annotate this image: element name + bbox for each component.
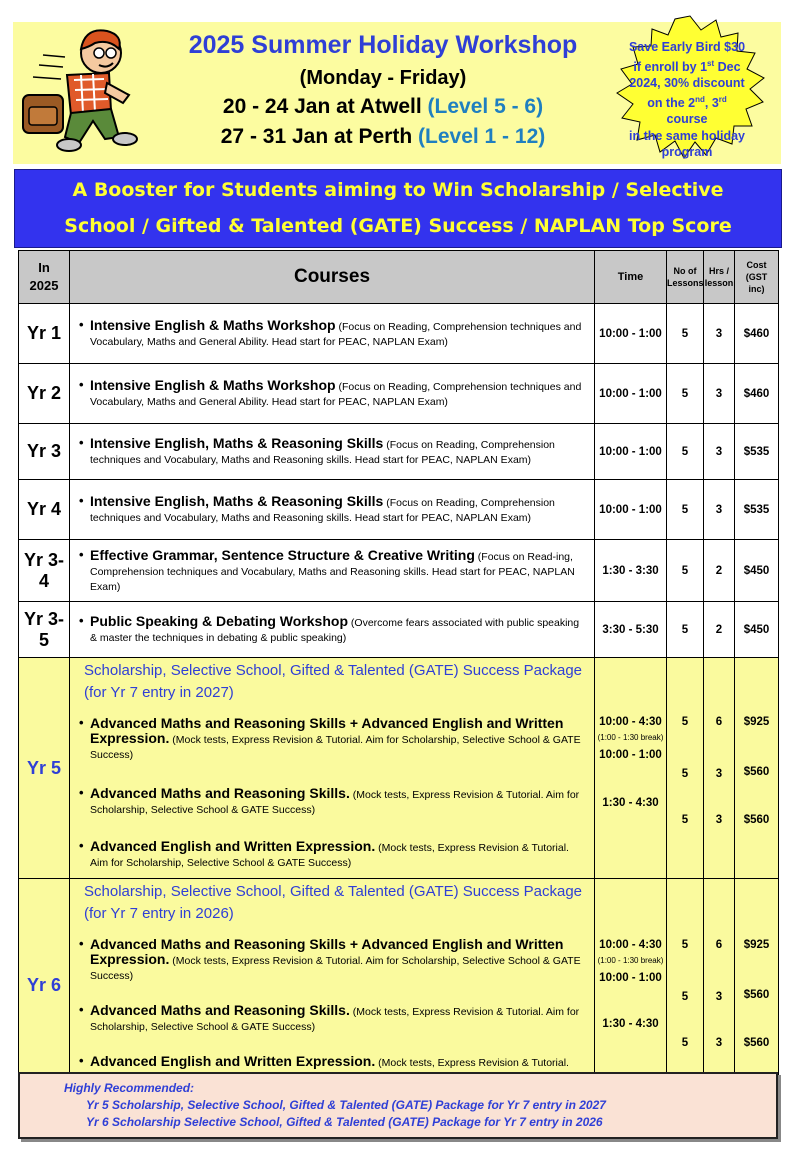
course-hours: 3 xyxy=(704,304,735,364)
course-time: 10:00 - 1:00 xyxy=(595,304,667,364)
course-desc: (Focus on Reading, Comprehension techniques and Vocabulary, Maths and General Ability. Head start for PEAC, NAPLAN Exam) xyxy=(90,321,582,348)
course-hours: 2 xyxy=(704,602,735,658)
banner-line: A Booster for Students aiming to Win Scholarship / Selective xyxy=(72,179,724,201)
course-time: 1:30 - 3:30 xyxy=(595,540,667,602)
recommendation-box xyxy=(18,1072,778,1139)
package-row-yr6 xyxy=(19,879,779,1092)
package-item: • Advanced English and Written Expression. (Mock tests, Express Revision & Tutorial. xyxy=(78,1054,588,1085)
course-name: Intensive English, Maths & Reasoning Skills xyxy=(90,493,384,509)
location-dates: 20 - 24 Jan at Atwell xyxy=(222,95,422,118)
package-cell xyxy=(70,879,595,1092)
course-name: Intensive English, Maths & Reasoning Skills xyxy=(90,435,384,451)
header-time: Time xyxy=(595,251,667,304)
course-time: 3:30 - 5:30 xyxy=(595,602,667,658)
course-name: Effective Grammar, Sentence Structure & Creative Writing xyxy=(90,546,475,563)
header-courses: Courses xyxy=(70,251,595,304)
location-level: (Level 5 - 6) xyxy=(427,95,544,118)
header-year: In 2025 xyxy=(19,251,70,304)
banner-line: School / Gifted & Talented (GATE) Success / NAPLAN Top Score xyxy=(64,215,732,237)
package-cell xyxy=(70,658,595,879)
course-lessons: 5 xyxy=(667,304,704,364)
header-hours: Hrs / lesson xyxy=(704,251,735,304)
location-level: (Level 1 - 12) xyxy=(418,125,546,148)
package-item: • Advanced Maths and Reasoning Skills + Advanced English and Written Expression. (Mock tests, Express Revision & Tutorial. Aim for Scholarship, Selective School & GATE Success) xyxy=(78,937,588,983)
package-title: Scholarship, Selective School, Gifted & Talented (GATE) Success Package (for Yr 7 entry in 2027) xyxy=(84,662,583,701)
package-hours: 6 3 3 xyxy=(704,879,735,1092)
course-hours: 3 xyxy=(704,424,735,480)
course-cell xyxy=(70,540,595,602)
header-cost: Cost (GST inc) xyxy=(735,251,779,304)
course-hours: 3 xyxy=(704,364,735,424)
course-cost: $450 xyxy=(735,540,779,602)
table-row xyxy=(19,424,779,480)
offer-line: if enroll by 1st Dec xyxy=(633,58,741,74)
offer-line: program xyxy=(661,145,713,160)
package-hours: 6 3 3 xyxy=(704,658,735,879)
course-desc: (Focus on Reading, Comprehension techniques and Vocabulary, Maths and Reasoning skills. Head start for PEAC, NAPLAN Exam) xyxy=(90,439,555,466)
course-lessons: 5 xyxy=(667,602,704,658)
table-header-row xyxy=(19,251,779,304)
package-row-yr5 xyxy=(19,658,779,879)
course-desc: (Overcome fears associated with public speaking & master the techniques in debating & public speaking) xyxy=(90,617,580,644)
package-lessons: 5 5 5 xyxy=(667,879,704,1092)
package-year: Yr 5 xyxy=(19,658,70,879)
package-lessons: 5 5 5 xyxy=(667,658,704,879)
recommendation-line: Yr 5 Scholarship, Selective School, Gifted & Talented (GATE) Package for Yr 7 entry in 2027 xyxy=(86,1098,606,1112)
offer-line: Save Early Bird $30 xyxy=(628,40,746,54)
course-cost: $535 xyxy=(735,424,779,480)
course-cell xyxy=(70,480,595,540)
package-item: • Advanced English and Written Expression. (Mock tests, Express Revision & Tutorial. Aim for Scholarship, Selective School & GATE Success) xyxy=(78,839,588,870)
student-running-illustration xyxy=(19,25,149,155)
course-lessons: 5 xyxy=(667,480,704,540)
offer-line: on the 2nd, 3rd course xyxy=(647,94,727,127)
package-times: 10:00 - 4:30 (1:00 - 1:30 break) 10:00 - 1:00 1:30 - 4:30 xyxy=(595,658,667,879)
header-lessons: No of Lessons xyxy=(667,251,704,304)
table-row xyxy=(19,364,779,424)
course-cost: $460 xyxy=(735,364,779,424)
course-time: 10:00 - 1:00 xyxy=(595,424,667,480)
course-desc: (Focus on Reading, Comprehension techniques and Vocabulary, Maths and General Ability. Head start for PEAC, NAPLAN Exam) xyxy=(90,381,582,408)
course-time: 10:00 - 1:00 xyxy=(595,364,667,424)
course-hours: 2 xyxy=(704,540,735,602)
package-year: Yr 6 xyxy=(19,879,70,1092)
early-bird-offer xyxy=(627,39,747,161)
offer-line: 2024, 30% discount xyxy=(629,76,745,91)
location-atwell xyxy=(153,92,613,122)
course-cell xyxy=(70,602,595,658)
table-row xyxy=(19,304,779,364)
course-cost: $535 xyxy=(735,480,779,540)
location-perth xyxy=(153,122,613,152)
course-name: Intensive English & Maths Workshop xyxy=(90,317,336,333)
title-block xyxy=(153,28,613,152)
course-cell xyxy=(70,304,595,364)
course-desc: (Focus on Read-ing, Comprehension techniques and Vocabulary, Maths and Reasoning skills. Head start for PEAC, NAPLAN Exam) xyxy=(90,550,575,593)
course-cell xyxy=(70,364,595,424)
location-dates: 27 - 31 Jan at Perth xyxy=(220,125,413,148)
table-row xyxy=(19,480,779,540)
course-year: Yr 4 xyxy=(19,480,70,540)
course-time: 10:00 - 1:00 xyxy=(595,480,667,540)
package-costs: $925 $560 $560 xyxy=(735,658,779,879)
course-name: Intensive English & Maths Workshop xyxy=(90,377,336,393)
course-year: Yr 1 xyxy=(19,304,70,364)
course-year: Yr 3-4 xyxy=(19,540,70,602)
course-lessons: 5 xyxy=(667,424,704,480)
course-lessons: 5 xyxy=(667,364,704,424)
page-title: 2025 Summer Holiday Workshop xyxy=(188,31,578,59)
course-name: Public Speaking & Debating Workshop xyxy=(90,613,348,629)
package-item: • Advanced Maths and Reasoning Skills + Advanced English and Written Expression. (Mock tests, Express Revision & Tutorial. Aim for Scholarship, Selective School & GATE Success) xyxy=(78,716,588,762)
booster-banner xyxy=(14,169,782,248)
course-year: Yr 2 xyxy=(19,364,70,424)
offer-line: in the same holiday xyxy=(628,128,745,143)
recommendation-line: Yr 6 Scholarship Selective School, Gifted & Talented (GATE) Package for Yr 7 entry in 2026 xyxy=(86,1115,603,1129)
course-year: Yr 3-5 xyxy=(19,602,70,658)
course-hours: 3 xyxy=(704,480,735,540)
course-lessons: 5 xyxy=(667,540,704,602)
package-costs: $925 $560 $560 xyxy=(735,879,779,1092)
course-desc: (Focus on Reading, Comprehension techniques and Vocabulary, Maths and Reasoning skills. Head start for PEAC, NAPLAN Exam) xyxy=(90,497,555,524)
course-year: Yr 3 xyxy=(19,424,70,480)
table-row xyxy=(19,540,779,602)
courses-table xyxy=(18,250,779,1092)
day-range: (Monday - Friday) xyxy=(299,67,467,89)
course-cost: $450 xyxy=(735,602,779,658)
package-item: • Advanced Maths and Reasoning Skills. (Mock tests, Express Revision & Tutorial. Aim for Scholarship, Selective School & GATE Success) xyxy=(78,786,588,817)
package-title: Scholarship, Selective School, Gifted & Talented (GATE) Success Package (for Yr 7 entry in 2026) xyxy=(84,883,583,922)
package-times: 10:00 - 4:30 (1:00 - 1:30 break) 10:00 - 1:00 1:30 - 4:30 xyxy=(595,879,667,1092)
course-cell xyxy=(70,424,595,480)
recommendation-heading: Highly Recommended: xyxy=(64,1081,195,1095)
package-item: • Advanced Maths and Reasoning Skills. (Mock tests, Express Revision & Tutorial. Aim for Scholarship, Selective School & GATE Success) xyxy=(78,1003,588,1034)
course-cost: $460 xyxy=(735,304,779,364)
table-row xyxy=(19,602,779,658)
